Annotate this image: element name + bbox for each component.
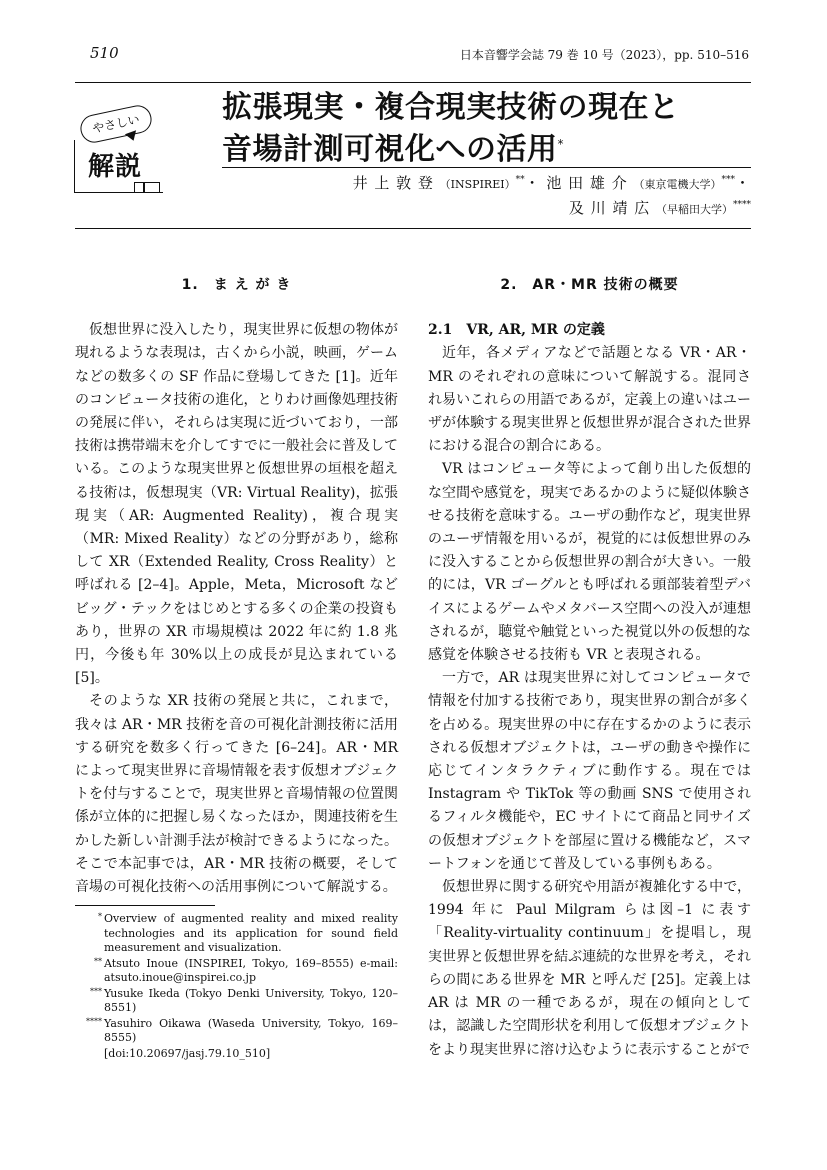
page-number: 510	[90, 44, 119, 62]
paragraph: 一方で，AR は現実世界に対してコンピュータで情報を付加する技術であり，現実世界の割合が多くを占める。現実世界の中に存在するかのように表示される仮想オブジェクトは，ユーザの動きや操作に応じてインタラクティブに動作する。現在では Instagram や TikTok 等の動画 SNS で使用されるフィルタ機能や，EC サイトにて商品と同サイズの仮想オブジェクトを部屋に置ける機能など，スマートフォンを通じて普及している事例もある。	[428, 670, 751, 872]
journal-citation: 日本音響学会誌 79 巻 10 号（2023），pp. 510–516	[459, 48, 749, 62]
author-name: 池 田 雄 介	[546, 174, 628, 192]
badge-bubble: やさしい	[78, 103, 154, 145]
paragraph: 仮想世界に没入したり，現実世界に仮想の物体が現れるような表現は，古くから小説，映画，ゲームなどの数多くの SF 作品に登場してきた [1]。近年のコンピュータ技術の進化，とりわけ画像処理技術の発展に伴い，それらは実現に近づいており，一部技術は携帯端末を介してすでに一般社会に普及している。このような現実世界と仮想世界の垣根を超える技術は，仮想現実（VR: Virtual Reality)，拡張現実（AR: Augmented Reality)，複合現実（MR: Mixed Reality）などの分野があり，総称して XR（Extended Reality, Cross Reality）と呼ばれる [2–4]。Apple，Meta，Microsoft などビッグ・テックをはじめとする多くの企業の投資もあり，世界の XR 市場規模は 2022 年に約 1.8 兆円，今後も年 30%以上の成長が見込まれている [5]。	[75, 322, 398, 687]
footnote-rule	[75, 905, 215, 906]
footnote	[82, 1017, 398, 1046]
badge-deco-block	[144, 182, 160, 193]
footnote-mark: ***	[90, 986, 102, 996]
title-line-2-text: 音場計測可視化への活用	[222, 132, 558, 167]
header-bottom-rule	[75, 228, 751, 229]
top-rule	[75, 82, 751, 83]
author-separator: ・	[524, 174, 541, 192]
footnote-text: Atsuto Inoue (INSPIREI, Tokyo, 169–8555) e-mail: atsuto.inoue@inspirei.co.jp	[104, 956, 398, 984]
badge-deco-block	[134, 182, 144, 193]
author-affiliation: （東京電機大学）	[633, 178, 722, 191]
authors-line-1	[353, 172, 751, 193]
paragraph: そのような XR 技術の発展と共に，これまで，我々は AR・MR 技術を音の可視化計測技術に活用する研究を数多く行ってきた [6–24]。AR・MR によって現実世界に音場情報を表す仮想オブジェクトを付与することで，現実世界と音場情報の位置関係が立体的に把握し易くなったほか，関連技術を生かした新しい計測手法が検討できるようになった。そこで本記事では，AR・MR 技術の概要，そして音場の可視化技術への活用事例について解説する。	[75, 693, 398, 896]
paragraph: 仮想世界に関する研究や用語が複雑化する中で，1994 年に Paul Milgram らは図–1 に表す「Reality-virtuality continuum」を提唱し，現実世界と仮想世界を結ぶ連続的な世界を考え，それらの間にある世界を MR と呼んだ [25]。定義上は AR は MR の一種であるが，現在の傾向としては，認識した空間形状を利用して仮想オブジェクトをより現実世界に溶け込むように表示することがで	[428, 879, 751, 1058]
author-name: 井 上 敦 登	[352, 174, 434, 192]
footnote-mark: ****	[86, 1016, 102, 1026]
author-separator: ・	[734, 174, 751, 192]
footnote	[82, 912, 398, 956]
title-line-1: 拡張現実・複合現実技術の現在と	[222, 90, 680, 125]
footnotes	[82, 912, 398, 1062]
footnote	[82, 987, 398, 1016]
paragraph: 近年，各メディアなどで話題となる VR・AR・MR のそれぞれの意味について解説する。混同され易いこれらの用語であるが，定義上の違いはユーザが体験する現実世界と仮想世界が混合された世界における混合の割合にある。	[428, 345, 751, 455]
footnote-doi	[82, 1047, 398, 1062]
author-mark: ****	[733, 200, 751, 210]
title-rule	[222, 167, 751, 168]
badge-main-label: 解説	[88, 152, 143, 182]
subsection-heading: 2.1 VR, AR, MR の定義	[428, 322, 605, 339]
doi-text: [doi:10.20697/jasj.79.10_510]	[104, 1046, 271, 1060]
title-footnote-mark: *	[557, 137, 564, 151]
author-affiliation: （INSPIREI）	[439, 178, 516, 191]
title-line-2	[222, 126, 680, 168]
footnote-text: Yasuhiro Oikawa (Waseda University, Tokyo, 169–8555)	[104, 1016, 398, 1044]
footnote	[82, 957, 398, 986]
footnote-mark: *	[98, 912, 102, 921]
author-affiliation: （早稲田大学）	[656, 203, 733, 216]
footnote-text: Overview of augmented reality and mixed reality technologies and its application for sound field measurement and visualization.	[104, 912, 398, 954]
paragraph: VR はコンピュータ等によって創り出した仮想的な空間や感覚を，現実であるかのように疑似体験させる技術を意味する。ユーザの動作など，現実世界のユーザ情報を用いるが，視覚的には仮想世界のみに没入することから仮想世界の割合が大きい。一般的には，VR ゴーグルとも呼ばれる頭部装着型デバイスによるゲームやメタバース空間への没入が連想されるが，聴覚や触覚といった視覚以外の仮想的な感覚を体験させる技術も VR と表現される。	[428, 461, 751, 664]
authors-line-2	[569, 197, 751, 218]
section-heading-overview: 2. AR・MR 技術の概要	[500, 277, 679, 293]
right-column	[428, 274, 751, 1062]
article-type-badge	[74, 106, 164, 194]
author-name: 及 川 靖 広	[568, 199, 651, 217]
footnote-mark: **	[94, 956, 102, 966]
left-column	[75, 274, 398, 899]
section-heading-intro: 1. ま え が き	[181, 277, 292, 293]
author-mark: **	[515, 175, 525, 185]
author-mark: ***	[721, 175, 735, 185]
footnote-text: Yusuke Ikeda (Tokyo Denki University, Tokyo, 120–8551)	[104, 986, 398, 1014]
article-title	[222, 90, 680, 168]
